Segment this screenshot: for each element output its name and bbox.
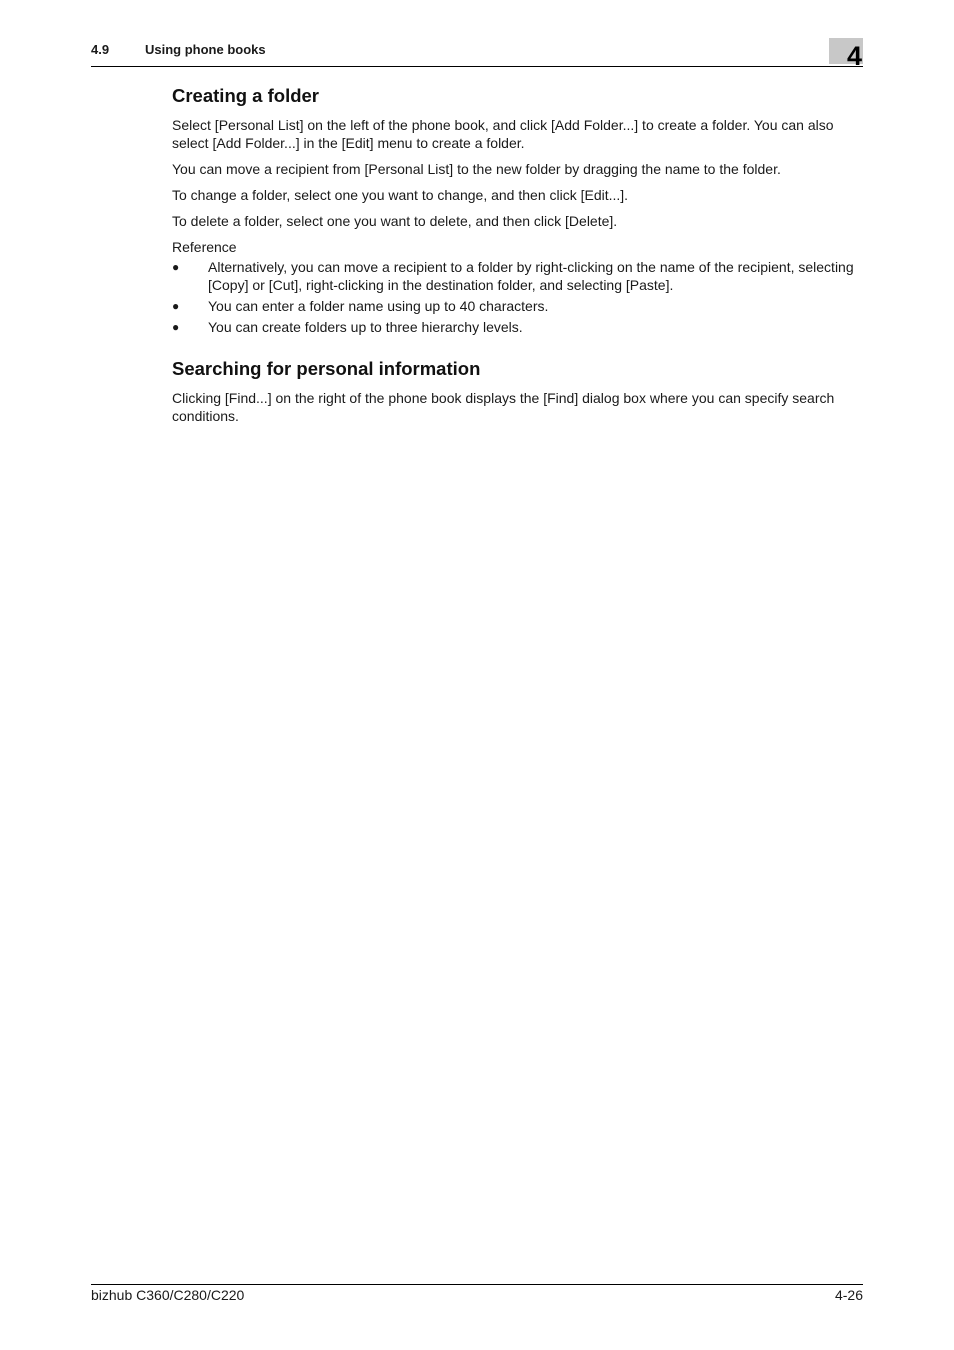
page-header [91,40,863,67]
bullet-icon: ● [172,298,180,313]
page-footer [91,1284,863,1307]
reference-list [172,259,864,336]
heading-searching: Searching for personal information [172,358,481,379]
list-item [172,298,864,316]
chapter-number: 4 [846,41,862,71]
section-title: Using phone books [145,42,266,57]
page-number: 4-26 [834,1287,863,1303]
paragraph: Clicking [Find...] on the right of the phone book displays the [Find] dialog box where you can specify search conditions. [172,390,835,424]
list-item [172,319,864,337]
section-number: 4.9 [91,42,110,57]
paragraph: To change a folder, select one you want to change, and then click [Edit...]. [172,186,629,203]
chapter-tab [829,38,863,71]
page-content [172,85,864,425]
paragraph: To delete a folder, select one you want to delete, and then click [Delete]. [172,212,618,229]
paragraph: You can move a recipient from [Personal List] to the new folder by dragging the name to the folder. [172,160,781,177]
bullet-icon: ● [172,319,180,334]
bullet-icon: ● [172,260,180,274]
list-item-text: You can create folders up to three hierarchy levels. [208,318,523,335]
list-item-text: You can enter a folder name using up to 40 characters. [208,297,549,314]
reference-label: Reference [172,238,237,255]
model-name: bizhub C360/C280/C220 [91,1287,245,1303]
heading-creating-folder: Creating a folder [172,85,319,106]
list-item-text: Alternatively, you can move a recipient to a folder by right-clicking on the name of the recipient, selecting [Copy] or [Cut], right-clicking in the destination folder, and selecting [Paste]. [208,259,854,293]
paragraph: Select [Personal List] on the left of the phone book, and click [Add Folder...] to create a folder. You can also select [Add Folder...] in the [Edit] menu to create a folder. [172,117,834,151]
list-item [172,259,864,294]
